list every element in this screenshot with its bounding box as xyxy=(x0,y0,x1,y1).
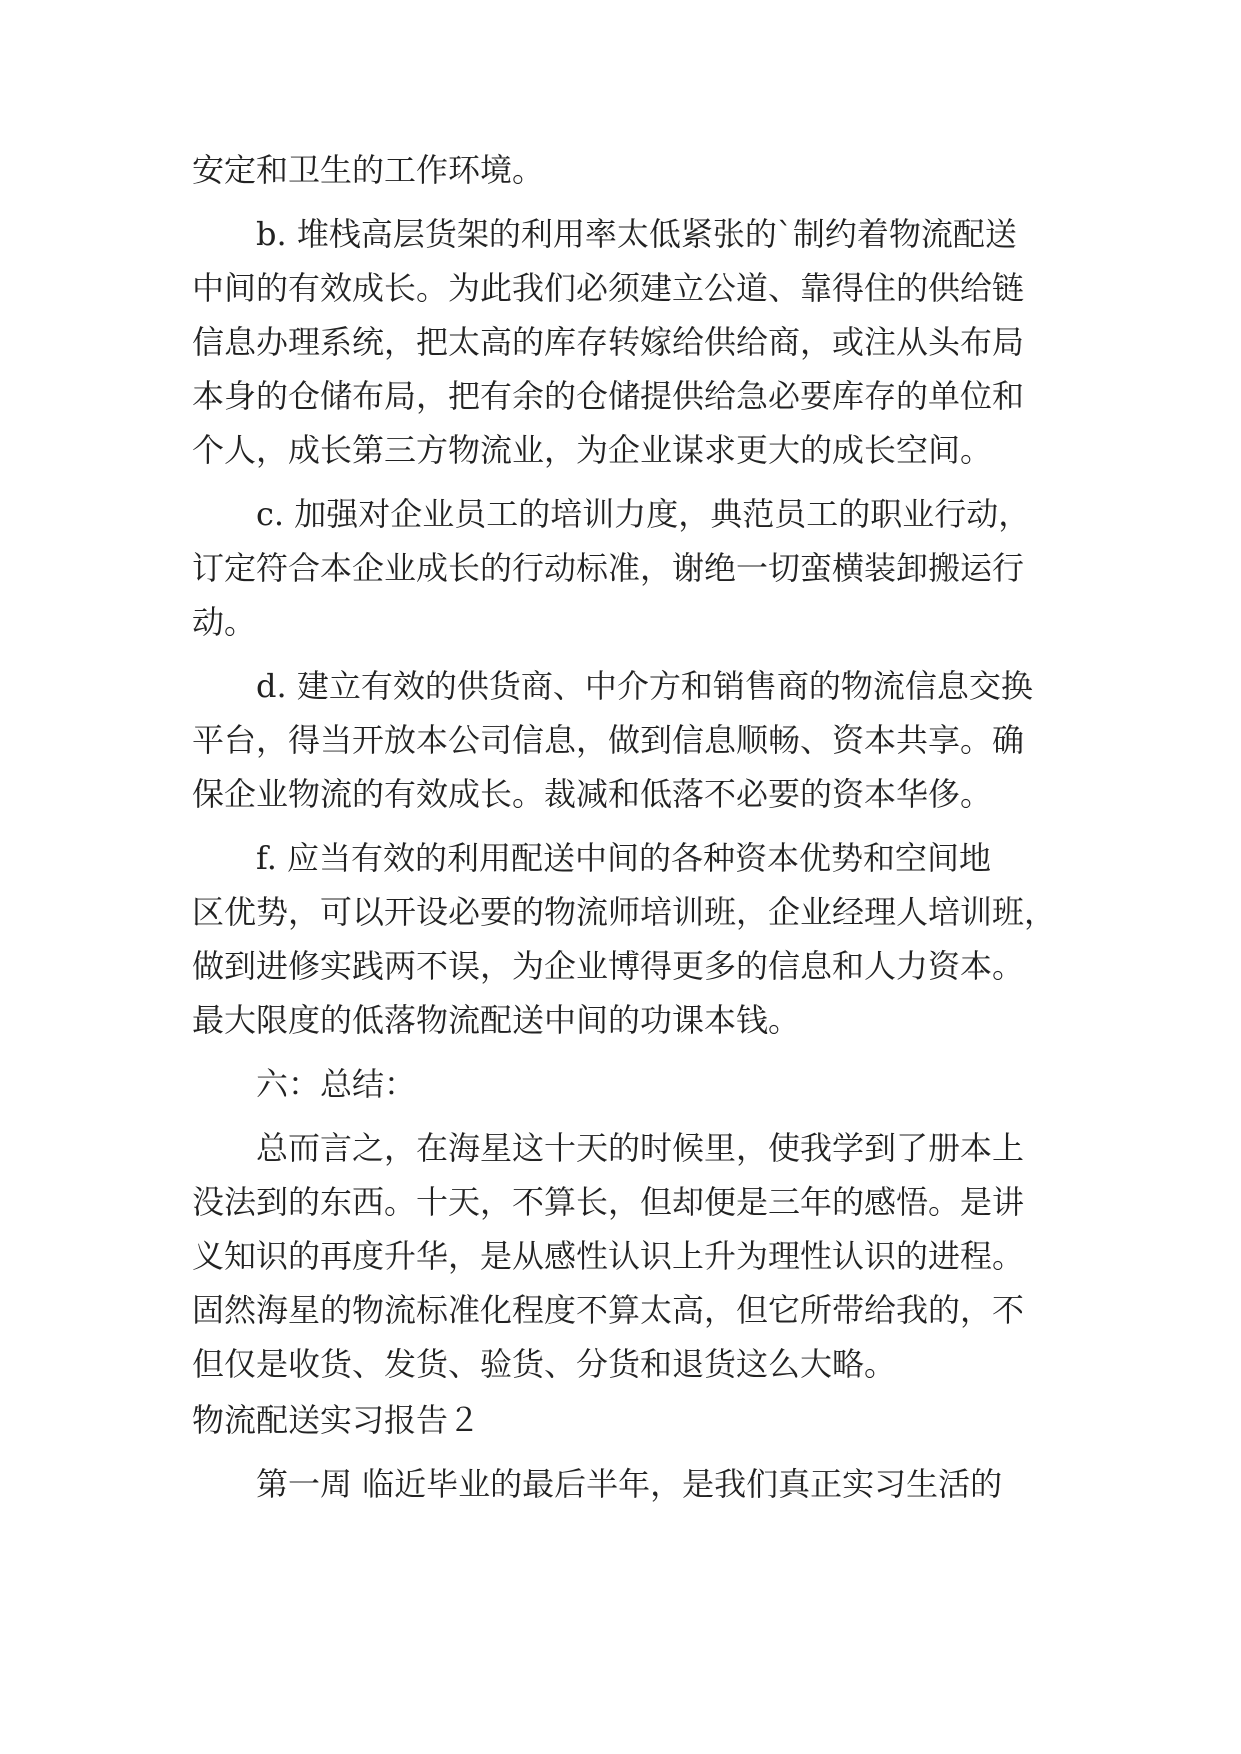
text-line: 本身的仓储布局，把有余的仓储提供给急必要库存的单位和 xyxy=(192,377,1025,415)
text-line: 中间的有效成长。为此我们必须建立公道、靠得住的供给链 xyxy=(192,269,1025,307)
section-heading: 六：总结： xyxy=(256,1065,417,1103)
text-line: 固然海星的物流标准化程度不算太高，但它所带给我的，不 xyxy=(192,1291,1025,1329)
text-line: 动。 xyxy=(192,603,257,641)
text-line: 第一周 临近毕业的最后半年，是我们真正实习生活的 xyxy=(256,1465,1003,1503)
text-line: f. 应当有效的利用配送中间的各种资本优势和空间地 xyxy=(256,839,992,877)
text-line: b. 堆栈高层货架的利用率太低紧张的`制约着物流配送 xyxy=(256,215,1017,253)
text-line: 个人，成长第三方物流业，为企业谋求更大的成长空间。 xyxy=(192,431,993,469)
text-line: 但仅是收货、发货、验货、分货和退货这么大略。 xyxy=(192,1345,897,1383)
text-line: 区优势，可以开设必要的物流师培训班，企业经理人培训班， xyxy=(192,893,1057,931)
text-line: 保企业物流的有效成长。裁减和低落不必要的资本华侈。 xyxy=(192,775,993,813)
text-line: 订定符合本企业成长的行动标准，谢绝一切蛮横装卸搬运行 xyxy=(192,549,1025,587)
text-line: d. 建立有效的供货商、中介方和销售商的物流信息交换 xyxy=(256,667,1033,705)
text-line: 总而言之，在海星这十天的时候里，使我学到了册本上 xyxy=(256,1129,1025,1167)
text-line: c. 加强对企业员工的培训力度，典范员工的职业行动， xyxy=(256,495,1031,533)
report-title: 物流配送实习报告２ xyxy=(192,1401,481,1439)
text-line: 平台，得当开放本公司信息，做到信息顺畅、资本共享。确 xyxy=(192,721,1025,759)
text-line: 最大限度的低落物流配送中间的功课本钱。 xyxy=(192,1001,801,1039)
text-line: 信息办理系统，把太高的库存转嫁给供给商，或注从头布局 xyxy=(192,323,1025,361)
text-line: 没法到的东西。十天，不算长，但却便是三年的感悟。是讲 xyxy=(192,1183,1025,1221)
text-line: 安定和卫生的工作环境。 xyxy=(192,151,545,189)
text-line: 做到进修实践两不误，为企业博得更多的信息和人力资本。 xyxy=(192,947,1025,985)
text-line: 义知识的再度升华，是从感性认识上升为理性认识的进程。 xyxy=(192,1237,1025,1275)
